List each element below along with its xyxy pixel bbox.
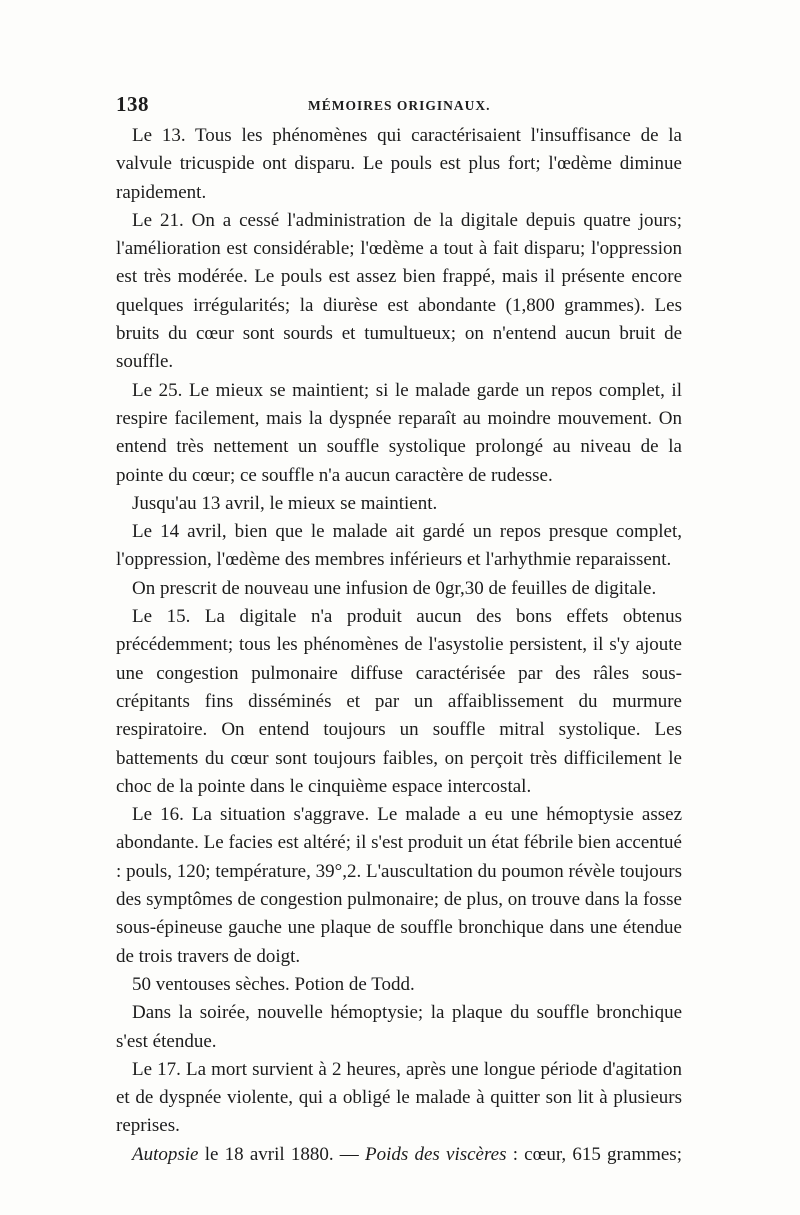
paragraph-prescription: On prescrit de nouveau une infusion de 0gr,30 de feuilles de digitale. bbox=[132, 577, 657, 599]
running-head: MÉMOIRES ORIGINAUX. bbox=[308, 98, 491, 113]
document-page bbox=[116, 88, 682, 1169]
autopsy-subhead: Poids des viscères bbox=[365, 1143, 507, 1165]
paragraph-soiree: Dans la soirée, nouvelle hémoptysie; la plaque du souffle bronchique s'est étendue. bbox=[116, 1002, 682, 1052]
paragraph-le-17: Le 17. La mort survient à 2 heures, après une longue période d'agitation et de dyspnée violente, qui a obligé le malade à quitter son lit à plusieurs reprises. bbox=[116, 1058, 682, 1137]
autopsy-date: le 18 avril 1880. — bbox=[198, 1143, 365, 1165]
body-text bbox=[116, 122, 682, 1169]
paragraph-autopsie bbox=[116, 1141, 682, 1169]
paragraph-jusqu-au-13-avril: Jusqu'au 13 avril, le mieux se maintient. bbox=[132, 492, 438, 514]
paragraph-ventouses: 50 ventouses sèches. Potion de Todd. bbox=[132, 973, 415, 995]
paragraph-le-14-avril: Le 14 avril, bien que le malade ait gardé un repos presque complet, l'oppression, l'œdème des membres inférieurs et l'arhythmie reparaissent. bbox=[116, 521, 682, 571]
paragraph-le-21: Le 21. On a cessé l'administration de la digitale depuis quatre jours; l'amélioration est considérable; l'œdème a tout à fait disparu; l'oppression est très modérée. Le pouls est assez bien frappé, mais il présente encore quelques irrégularités; la diurèse est abondante (1,800 grammes). Les bruits du cœur sont sourds et tumultueux; on n'entend aucun bruit de souffle. bbox=[116, 209, 682, 373]
autopsy-rest: : cœur, 615 grammes; bbox=[506, 1143, 682, 1165]
paragraph-le-13: Le 13. Tous les phénomènes qui caractérisaient l'insuffisance de la valvule tricuspide ont disparu. Le pouls est plus fort; l'œdème diminue rapidement. bbox=[116, 125, 682, 203]
page-number: 138 bbox=[116, 92, 149, 116]
autopsy-label: Autopsie bbox=[132, 1143, 199, 1165]
page-header bbox=[116, 88, 682, 122]
paragraph-le-15: Le 15. La digitale n'a produit aucun des bons effets obtenus précédemment; tous les phénomènes de l'asystolie persistent, il s'y ajoute une congestion pulmonaire diffuse caractérisée par des râles sous-crépitants fins disséminés et par un affaiblissement du murmure respiratoire. On entend toujours un souffle mitral systolique. Les battements du cœur sont toujours faibles, on perçoit très difficilement le choc de la pointe dans le cinquième espace intercostal. bbox=[116, 606, 682, 797]
paragraph-le-16: Le 16. La situation s'aggrave. Le malade a eu une hémoptysie assez abondante. Le facies est altéré; il s'est produit un état fébrile bien accentué : pouls, 120; température, 39°,2. L'auscultation du poumon révèle toujours des symptômes de congestion pulmonaire; de plus, on trouve dans la fosse sous-épineuse gauche une plaque de souffle bronchique dans une étendue de trois travers de doigt. bbox=[116, 804, 682, 967]
paragraph-le-25: Le 25. Le mieux se maintient; si le malade garde un repos complet, il respire facilement, mais la dyspnée reparaît au moindre mouvement. On entend très nettement un souffle systolique prolongé au niveau de la pointe du cœur; ce souffle n'a aucun caractère de rudesse. bbox=[116, 379, 682, 486]
